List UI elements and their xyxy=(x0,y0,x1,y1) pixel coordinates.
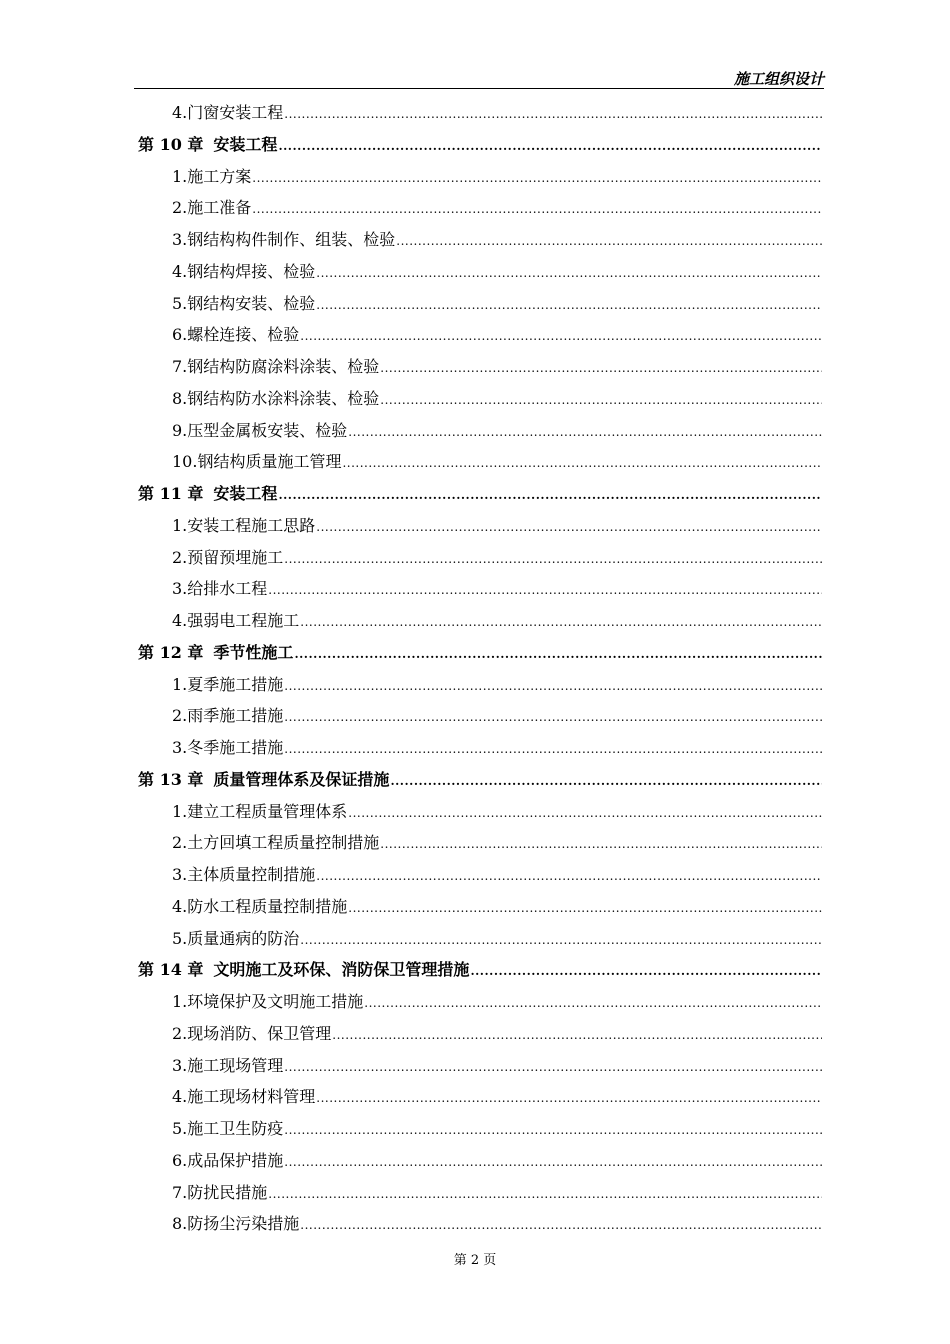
toc-entry-number: 第 12 章 xyxy=(138,642,204,662)
toc-dot-leader xyxy=(348,798,822,828)
toc-entry-title: 土方回填工程质量控制措施 xyxy=(187,833,380,853)
toc-section-entry[interactable] xyxy=(138,827,822,859)
toc-dot-leader xyxy=(284,671,822,701)
toc-entry-number: 4. xyxy=(172,103,188,122)
toc-dot-leader xyxy=(396,226,822,256)
toc-entry-title: 成品保护措施 xyxy=(187,1150,284,1170)
toc-section-entry[interactable] xyxy=(138,256,822,288)
toc-entry-title: 质量通病的防治 xyxy=(187,928,300,948)
header-title: 施工组织设计 xyxy=(733,70,824,88)
toc-entry-number: 2. xyxy=(172,706,188,726)
toc-dot-leader xyxy=(348,893,822,923)
toc-entry-number: 2. xyxy=(172,833,188,853)
toc-entry-title: 季节性施工 xyxy=(213,642,294,662)
toc-entry-title: 施工现场管理 xyxy=(187,1055,284,1075)
toc-entry-title: 钢结构防水涂料涂装、检验 xyxy=(187,388,380,408)
toc-entry-title: 施工现场材料管理 xyxy=(187,1087,316,1107)
toc-entry-number: 6. xyxy=(172,1150,188,1170)
toc-entry-title: 压型金属板安装、检验 xyxy=(187,420,348,440)
toc-entry-title: 雨季施工措施 xyxy=(187,706,284,726)
toc-entry-number: 3. xyxy=(172,579,188,599)
toc-entry-number: 第 11 章 xyxy=(138,484,204,503)
toc-entry-number: 2. xyxy=(172,547,188,567)
toc-section-entry[interactable] xyxy=(138,573,822,605)
toc-dot-leader xyxy=(470,956,822,986)
toc-dot-leader xyxy=(342,448,822,478)
toc-dot-leader xyxy=(268,1179,822,1209)
toc-dot-leader xyxy=(380,829,822,859)
toc-dot-leader xyxy=(300,925,822,955)
toc-section-entry[interactable] xyxy=(138,1081,822,1113)
toc-entry-title: 安装工程施工思路 xyxy=(187,515,316,535)
toc-entry-title: 安装工程 xyxy=(213,134,278,154)
toc-dot-leader xyxy=(284,544,822,574)
toc-entry-number: 7. xyxy=(172,1182,188,1202)
toc-section-entry[interactable] xyxy=(138,192,822,224)
toc-entry-title: 质量管理体系及保证措施 xyxy=(213,769,390,789)
toc-entry-title: 预留预埋施工 xyxy=(187,547,284,567)
toc-section-entry[interactable] xyxy=(138,1018,822,1050)
toc-section-entry[interactable] xyxy=(138,796,822,828)
toc-chapter-entry[interactable] xyxy=(138,637,822,669)
toc-dot-leader xyxy=(252,194,822,224)
toc-entry-number: 2. xyxy=(172,198,188,218)
toc-entry-title: 钢结构焊接、检验 xyxy=(187,261,316,281)
toc-dot-leader xyxy=(316,258,822,288)
toc-section-entry[interactable] xyxy=(138,510,822,542)
toc-entry-title: 螺栓连接、检验 xyxy=(187,325,300,345)
toc-entry-title: 钢结构安装、检验 xyxy=(187,293,316,313)
toc-entry-title: 防水工程质量控制措施 xyxy=(187,896,348,916)
toc-entry-title: 门窗安装工程 xyxy=(187,103,284,122)
toc-entry-number: 5. xyxy=(172,293,188,313)
toc-entry-number: 6. xyxy=(172,325,188,345)
page-number: 第 2 页 xyxy=(453,1253,497,1268)
toc-entry-number: 第 10 章 xyxy=(138,134,204,154)
toc-dot-leader xyxy=(284,734,822,764)
toc-section-entry[interactable] xyxy=(138,1050,822,1082)
toc-entry-title: 现场消防、保卫管理 xyxy=(187,1023,332,1043)
toc-dot-leader xyxy=(300,607,822,637)
table-of-contents xyxy=(138,97,822,1240)
toc-dot-leader xyxy=(268,575,822,605)
toc-dot-leader xyxy=(300,321,822,351)
toc-entry-number: 4. xyxy=(172,261,188,281)
toc-section-entry[interactable] xyxy=(138,1145,822,1177)
toc-entry-number: 2. xyxy=(172,1023,188,1043)
toc-section-entry[interactable] xyxy=(138,986,822,1018)
toc-dot-leader xyxy=(390,766,822,796)
toc-entry-number: 4. xyxy=(172,611,188,630)
toc-entry-number: 1. xyxy=(172,515,188,535)
toc-entry-number: 3. xyxy=(172,865,188,884)
toc-dot-leader xyxy=(300,1210,822,1240)
toc-section-entry[interactable] xyxy=(138,1208,822,1240)
toc-entry-title: 施工方案 xyxy=(187,166,252,186)
toc-section-entry[interactable] xyxy=(138,700,822,732)
toc-entry-title: 防扬尘污染措施 xyxy=(187,1214,300,1234)
toc-dot-leader xyxy=(284,1115,822,1145)
toc-entry-number: 10. xyxy=(172,452,198,472)
toc-dot-leader xyxy=(316,512,822,542)
toc-section-entry[interactable] xyxy=(138,1113,822,1145)
toc-section-entry[interactable] xyxy=(138,859,822,891)
toc-section-entry[interactable] xyxy=(138,446,822,478)
toc-section-entry[interactable] xyxy=(138,732,822,764)
toc-entry-number: 4. xyxy=(172,896,188,916)
toc-section-entry[interactable] xyxy=(138,97,822,129)
toc-section-entry[interactable] xyxy=(138,224,822,256)
toc-section-entry[interactable] xyxy=(138,161,822,193)
toc-dot-leader xyxy=(294,639,822,669)
toc-entry-title: 环境保护及文明施工措施 xyxy=(187,992,364,1011)
toc-entry-title: 施工准备 xyxy=(187,198,252,218)
toc-entry-title: 文明施工及环保、消防保卫管理措施 xyxy=(213,960,470,980)
toc-entry-number: 第 14 章 xyxy=(138,960,204,980)
toc-dot-leader xyxy=(364,988,822,1018)
toc-entry-number: 9. xyxy=(172,420,188,440)
toc-dot-leader xyxy=(252,163,822,193)
toc-entry-title: 防扰民措施 xyxy=(187,1182,268,1202)
toc-section-entry[interactable] xyxy=(138,351,822,383)
toc-entry-title: 主体质量控制措施 xyxy=(187,865,316,884)
toc-section-entry[interactable] xyxy=(138,891,822,923)
toc-entry-title: 冬季施工措施 xyxy=(187,738,284,757)
toc-entry-title: 强弱电工程施工 xyxy=(187,611,300,630)
toc-entry-title: 钢结构防腐涂料涂装、检验 xyxy=(187,357,380,376)
toc-dot-leader xyxy=(332,1020,822,1050)
page-header xyxy=(134,68,824,89)
toc-entry-number: 3. xyxy=(172,738,188,757)
toc-section-entry[interactable] xyxy=(138,669,822,701)
toc-entry-title: 夏季施工措施 xyxy=(187,674,284,694)
toc-section-entry[interactable] xyxy=(138,383,822,415)
toc-entry-number: 5. xyxy=(172,928,188,948)
toc-dot-leader xyxy=(284,1052,822,1082)
toc-dot-leader xyxy=(284,1147,822,1177)
toc-entry-number: 1. xyxy=(172,674,188,694)
toc-dot-leader xyxy=(278,480,822,510)
toc-dot-leader xyxy=(316,861,822,891)
toc-chapter-entry[interactable] xyxy=(138,129,822,161)
toc-chapter-entry[interactable] xyxy=(138,478,822,510)
toc-dot-leader xyxy=(278,131,822,161)
toc-entry-title: 施工卫生防疫 xyxy=(187,1119,284,1138)
toc-section-entry[interactable] xyxy=(138,1177,822,1209)
toc-section-entry[interactable] xyxy=(138,319,822,351)
toc-entry-title: 钢结构构件制作、组装、检验 xyxy=(187,230,396,249)
toc-dot-leader xyxy=(284,702,822,732)
toc-entry-number: 5. xyxy=(172,1119,188,1138)
toc-entry-number: 3. xyxy=(172,1055,188,1075)
toc-entry-number: 7. xyxy=(172,357,188,376)
toc-entry-title: 安装工程 xyxy=(213,484,278,503)
toc-entry-title: 钢结构质量施工管理 xyxy=(197,452,342,472)
toc-dot-leader xyxy=(316,1083,822,1113)
toc-entry-number: 1. xyxy=(172,166,188,186)
toc-entry-number: 1. xyxy=(172,992,188,1011)
toc-entry-number: 8. xyxy=(172,388,188,408)
toc-section-entry[interactable] xyxy=(138,415,822,447)
toc-entry-title: 给排水工程 xyxy=(187,579,268,599)
toc-dot-leader xyxy=(316,290,822,320)
toc-section-entry[interactable] xyxy=(138,542,822,574)
toc-dot-leader xyxy=(380,353,822,383)
toc-entry-number: 第 13 章 xyxy=(138,769,204,789)
toc-entry-number: 8. xyxy=(172,1214,188,1234)
toc-dot-leader xyxy=(348,417,822,447)
toc-entry-number: 1. xyxy=(172,801,188,821)
toc-chapter-entry[interactable] xyxy=(138,764,822,796)
toc-entry-number: 4. xyxy=(172,1087,188,1107)
toc-chapter-entry[interactable] xyxy=(138,954,822,986)
toc-entry-number: 3. xyxy=(172,230,188,249)
toc-dot-leader xyxy=(380,385,822,415)
toc-entry-title: 建立工程质量管理体系 xyxy=(187,801,348,821)
toc-section-entry[interactable] xyxy=(138,288,822,320)
toc-section-entry[interactable] xyxy=(138,923,822,955)
toc-dot-leader xyxy=(284,99,822,129)
toc-section-entry[interactable] xyxy=(138,605,822,637)
